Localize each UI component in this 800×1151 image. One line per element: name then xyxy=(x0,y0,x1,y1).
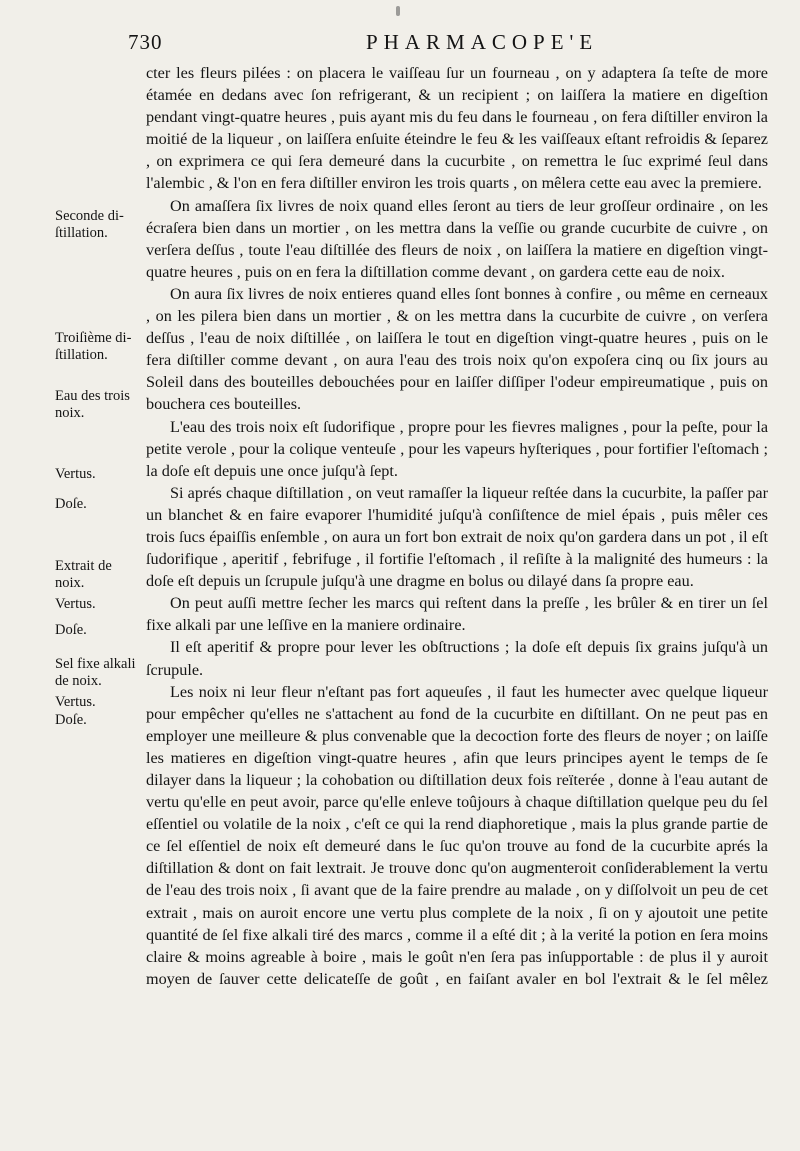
margin-note xyxy=(55,694,145,711)
margin-note-line: Sel fixe alkali xyxy=(55,656,136,672)
paragraph: cter les fleurs pilées : on placera le vaiſſeau ſur un fourneau , on y adaptera ſa teſte de more étamée en dedans avec ſon refrigerant, & un recipient ; on laiſſera la matiere en digeſtion pendant vingt-quatre heures , puis ayant mis du feu dans le fourneau , on fera diſtiller environ la moitié de la liqueur , on laiſſera enſuite éteindre le feu & les vaiſſeaux eſtant refroidis & ſeparez , on exprimera ce qui ſera demeuré dans la cucurbite , on remettra le ſuc exprimé ſeul dans l'alembic , & l'on en fera diſtiller environ les trois quarts , on mêlera cette eau avec la premiere. xyxy=(146,64,768,193)
margin-note-line: ſtillation. xyxy=(55,225,108,241)
margin-note xyxy=(55,656,145,690)
margin-note-line: Seconde di- xyxy=(55,208,124,224)
margin-note xyxy=(55,622,145,639)
margin-notes xyxy=(0,0,150,1151)
page-header xyxy=(128,30,768,56)
paragraph: Les noix ni leur fleur n'eſtant pas fort aqueuſes , il faut les humecter avec quelque liqueur pour empêcher qu'elles ne s'attachent au fond de la cucurbite en diſtillant. On ne peut pas en employer une meilleure & plus convenable que la decoction forte des fleurs de noyer ; on laiſſe les matieres en digeſtion vingt-quatre heures , afin que leurs principes ayent le temps de ſe dilayer dans la liqueur ; la cohobation ou diſtillation deux fois reïterée , donne à l'eau autant de vertu qu'elle en peut avoir, parce qu'elle enleve toûjours à chaque diſtillation quelque peu du ſel eſſentiel ou volatile de la noix , c'eſt ce qui la rend diaphoretique , mais la plus grande partie de ce ſel eſſentiel de noix eſt demeuré dans le ſuc qu'on trouve au fond de la cucurbite aprés la diſtillation & dont on fait lextrait. Je trouve donc qu'on augmenteroit conſiderablement la vertu de l'eau des trois noix , ſi avant que de la faire prendre au malade , on y diſſolvoit un peu de cet extrait , mais on auroit encore une vertu plus complete de la noix , ſi on y ajoutoit une petite quantité de ſel fixe alkali tiré des marcs , comme il a eſté dit ; à la verité la potion en ſera moins claire & moins agreable à boire , mais le goût n'en ſera pas inſupportable : de plus il y auroit moyen de ſauver cette delicateſſe de goût , en faiſant avaler en bol l'extrait & le ſel mêlez xyxy=(146,682,768,988)
margin-note xyxy=(55,330,145,364)
margin-note xyxy=(55,558,145,592)
paragraph: On peut auſſi mettre ſecher les marcs qui reſtent dans la preſſe , les brûler & en tirer un ſel fixe alkali par une leſſive en la maniere ordinaire. xyxy=(146,594,768,635)
margin-note-line: ſtillation. xyxy=(55,347,108,363)
margin-note-line: Doſe. xyxy=(55,496,87,512)
margin-note-line: Vertus. xyxy=(55,694,96,710)
margin-note xyxy=(55,208,145,242)
ink-speck xyxy=(396,6,400,16)
paragraph: Si aprés chaque diſtillation , on veut ramaſſer la liqueur reſtée dans la cucurbite, la paſſer par un blanchet & en faire evaporer l'humidité juſqu'à conſiſtence de miel épais , puis mêler ces trois ſucs épaiſſis enſemble , on aura un fort bon extrait de noix qu'on gardera dans un pot , il eſt ſudorifique , aperitif , febrifuge , il fortifie l'eſtomach , il reſiſte à la malignité des humeurs : la doſe eſt depuis un ſcrupule juſqu'à une dragme en bolus ou dilayé dans ſa propre eau. xyxy=(146,483,768,591)
margin-note xyxy=(55,466,145,483)
margin-note-line: Doſe. xyxy=(55,712,87,728)
margin-note xyxy=(55,596,145,613)
margin-note xyxy=(55,388,145,422)
margin-note-line: Eau des trois xyxy=(55,388,130,404)
margin-note-line: de noix. xyxy=(55,673,102,689)
margin-note-line: Doſe. xyxy=(55,622,87,638)
margin-note-line: Vertus. xyxy=(55,466,96,482)
page-number: 730 xyxy=(128,30,163,54)
main-text xyxy=(146,62,768,990)
paragraph: Il eſt aperitif & propre pour lever les obſtructions ; la doſe eſt depuis ſix grains juſqu'à un ſcrupule. xyxy=(146,638,768,679)
margin-note xyxy=(55,496,145,513)
margin-note xyxy=(55,712,145,729)
running-title: PHARMACOPE'E xyxy=(366,30,599,54)
margin-note-line: Troiſième di- xyxy=(55,330,132,346)
margin-note-line: Extrait de xyxy=(55,558,112,574)
margin-note-line: noix. xyxy=(55,405,85,421)
paragraph: L'eau des trois noix eſt ſudorifique , propre pour les fievres malignes , pour la peſte, pour la petite verole , pour la colique venteuſe , pour les vapeurs hyſteriques , pour fortifier l'eſtomach ; la doſe eſt depuis une once juſqu'à ſept. xyxy=(146,417,768,480)
paragraph: On aura ſix livres de noix entieres quand elles ſont bonnes à confire , ou même en cerneaux , on les pilera bien dans un mortier , & on les mettra dans la cucurbite de cuivre , on verſera deſſus , l'eau de noix diſtillée , on laiſſera le tout en digeſtion vingt-quatre heures , puis on le fera diſtiller comme devant , on aura l'eau des trois noix qu'on expoſera cinq ou ſix jours au Soleil dans des bouteilles debouchées pour en laiſſer diſſiper l'odeur empireumatique , puis on bouchera ces bouteilles. xyxy=(146,284,768,414)
margin-note-line: noix. xyxy=(55,575,85,591)
margin-note-line: Vertus. xyxy=(55,596,96,612)
paragraph: On amaſſera ſix livres de noix quand elles ſeront au tiers de leur groſſeur ordinaire , on les écraſera bien dans un mortier , on les mettra dans la veſſie ou grande cucurbite de cuivre , on verſera deſſus , toute l'eau diſtillée des fleurs de noix , on laiſſera la matiere en digeſtion vingt-quatre heures , puis on en fera la diſtillation comme devant , on gardera cette eau de noix. xyxy=(146,196,768,281)
